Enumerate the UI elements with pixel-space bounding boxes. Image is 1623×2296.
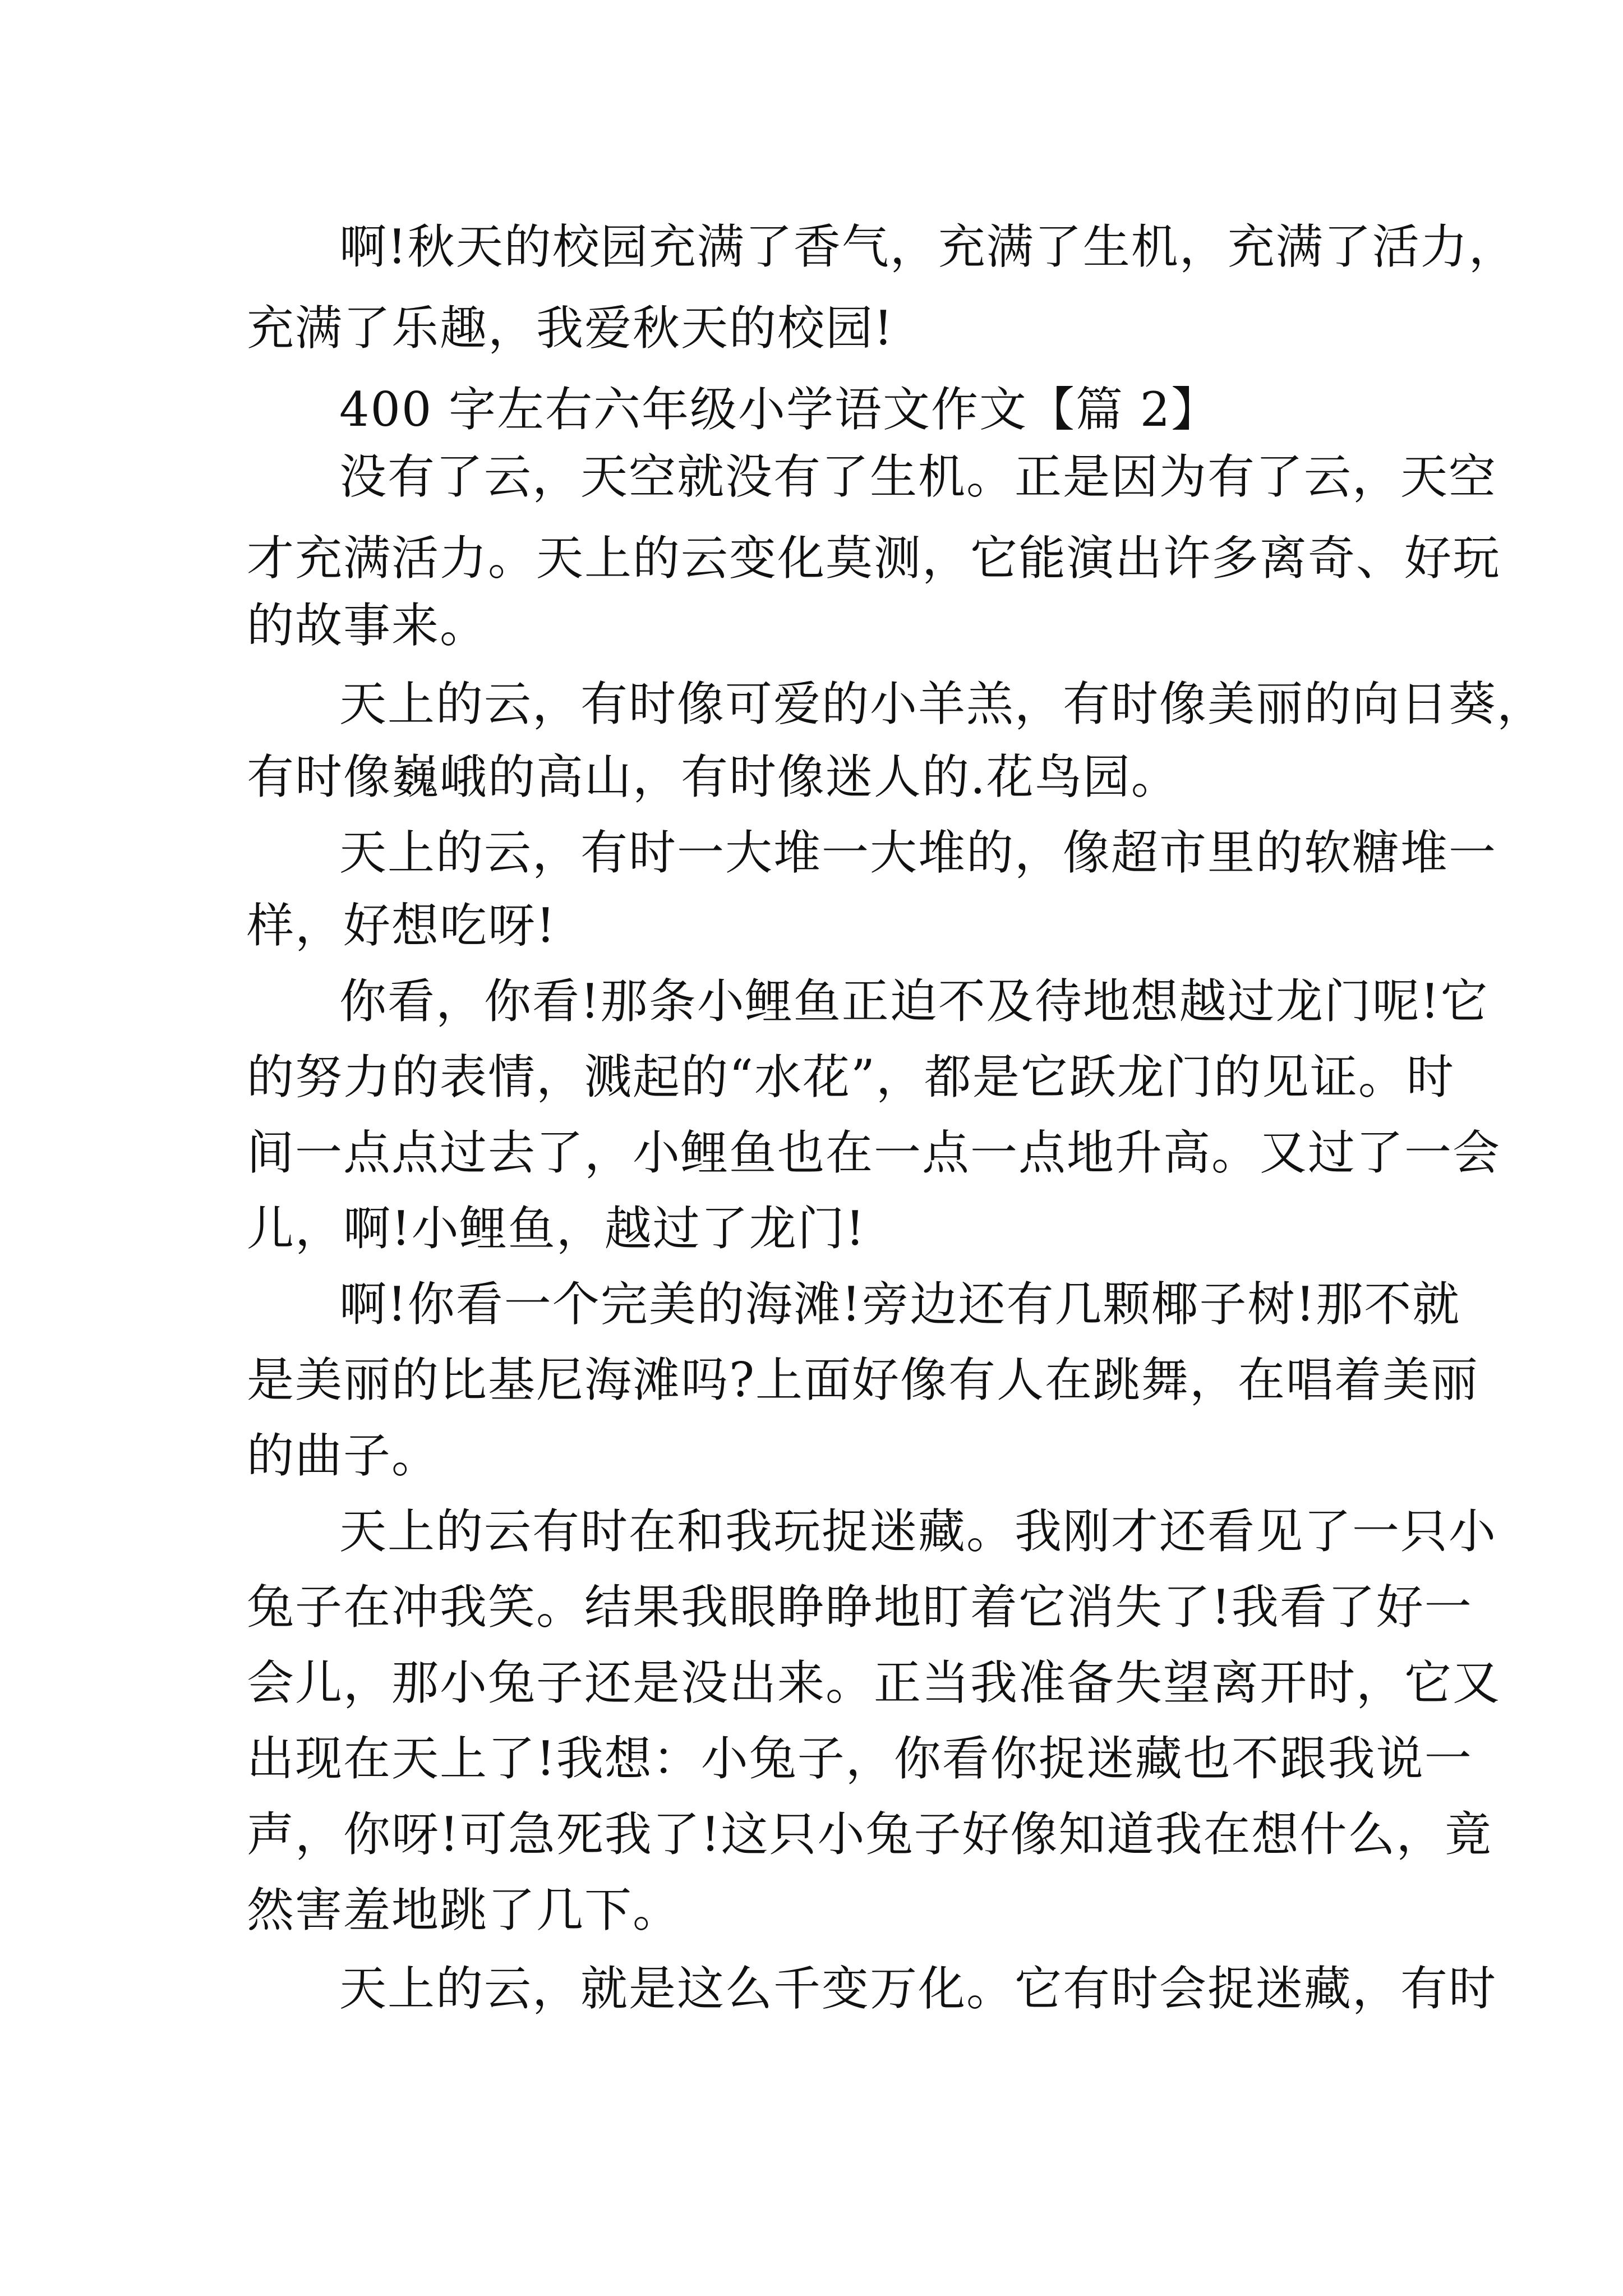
text-line: 天上的云，有时一大堆一大堆的，像超市里的软糖堆一 bbox=[339, 825, 1497, 880]
text-line: 啊!你看一个完美的海滩!旁边还有几颗椰子树!那不就 bbox=[339, 1277, 1461, 1332]
text-line: 天上的云，就是这么千变万化。它有时会捉迷藏，有时 bbox=[339, 1961, 1497, 2016]
text-line: 的故事来。 bbox=[247, 598, 488, 653]
text-line: 样，好想吃呀! bbox=[247, 898, 556, 953]
text-line: 会儿，那小兔子还是没出来。正当我准备失望离开时，它又 bbox=[247, 1655, 1501, 1710]
text-line: 是美丽的比基尼海滩吗?上面好像有人在跳舞，在唱着美丽 bbox=[247, 1352, 1479, 1407]
text-line: 天上的云有时在和我玩捉迷藏。我刚才还看见了一只小 bbox=[339, 1504, 1497, 1559]
text-line: 声，你呀!可急死我了!这只小兔子好像知道我在想什么，竟 bbox=[247, 1807, 1493, 1862]
section-heading: 400 字左右六年级小学语文作文【篇 2】 bbox=[339, 382, 1220, 437]
text-line: 啊!秋天的校园充满了香气，充满了生机，充满了活力， bbox=[339, 219, 1517, 274]
text-line: 的曲子。 bbox=[247, 1428, 440, 1483]
text-line: 的努力的表情，溅起的“水花”，都是它跃龙门的见证。时 bbox=[247, 1050, 1455, 1105]
text-line: 儿，啊!小鲤鱼，越过了龙门! bbox=[247, 1201, 866, 1256]
text-line: 兔子在冲我笑。结果我眼睁睁地盯着它消失了!我看了好一 bbox=[247, 1580, 1473, 1635]
text-line: 然害羞地跳了几下。 bbox=[247, 1883, 681, 1938]
text-line: 天上的云，有时像可爱的小羊羔，有时像美丽的向日葵， bbox=[339, 677, 1546, 731]
text-line: 充满了乐趣，我爱秋天的校园! bbox=[247, 301, 894, 356]
text-line: 你看，你看!那条小鲤鱼正迫不及待地想越过龙门呢!它 bbox=[339, 974, 1489, 1029]
text-line: 出现在天上了!我想：小兔子，你看你捉迷藏也不跟我说一 bbox=[247, 1731, 1473, 1786]
text-line: 才充满活力。天上的云变化莫测，它能演出许多离奇、好玩 bbox=[247, 531, 1501, 586]
text-line: 有时像巍峨的高山，有时像迷人的.花鸟园。 bbox=[247, 749, 1179, 804]
text-line: 间一点点过去了，小鲤鱼也在一点一点地升高。又过了一会 bbox=[247, 1125, 1501, 1180]
text-line: 没有了云，天空就没有了生机。正是因为有了云，天空 bbox=[339, 449, 1497, 504]
